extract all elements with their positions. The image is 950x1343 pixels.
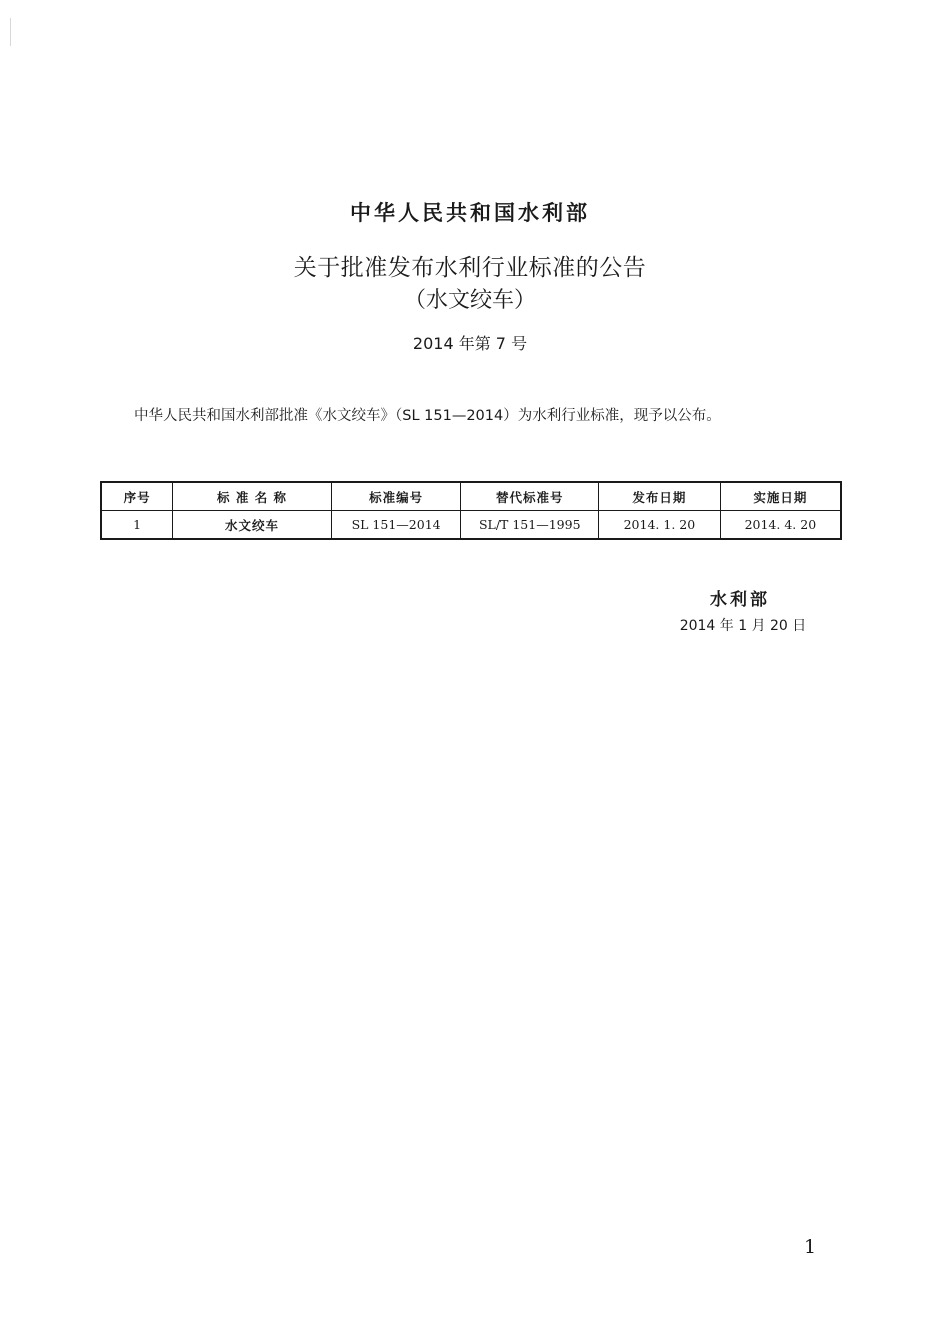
col-header-replaced: 替代标准号 <box>461 482 599 511</box>
col-header-effective-date: 实施日期 <box>720 482 841 511</box>
cell-name: 水文绞车 <box>173 511 331 540</box>
signature-org: 水利部 <box>710 590 770 610</box>
cell-replaced: SL/T 151—1995 <box>461 511 599 540</box>
page-number: 1 <box>804 1236 817 1258</box>
col-header-code: 标准编号 <box>331 482 461 511</box>
ministry-heading: 中华人民共和国水利部 <box>350 201 590 225</box>
cell-release-date: 2014. 1. 20 <box>599 511 721 540</box>
cell-code: SL 151—2014 <box>331 511 461 540</box>
announcement-body: 中华人民共和国水利部批准《水文绞车》（SL 151—2014）为水利行业标准，现予以公布。 <box>134 408 721 424</box>
col-header-name: 标 准 名 称 <box>173 482 331 511</box>
announcement-subtitle: （水文绞车） <box>403 288 536 313</box>
table-header-row <box>101 482 841 511</box>
cell-effective-date: 2014. 4. 20 <box>720 511 841 540</box>
table-row <box>101 511 841 540</box>
cell-seq: 1 <box>101 511 173 540</box>
col-header-seq: 序号 <box>101 482 173 511</box>
issue-number: 2014 年第 7 号 <box>412 334 528 353</box>
scan-edge-mark <box>10 18 11 46</box>
signature-date: 2014 年 1 月 20 日 <box>679 618 807 634</box>
announcement-title: 关于批准发布水利行业标准的公告 <box>293 255 647 281</box>
col-header-release-date: 发布日期 <box>599 482 721 511</box>
standards-table <box>100 481 842 540</box>
